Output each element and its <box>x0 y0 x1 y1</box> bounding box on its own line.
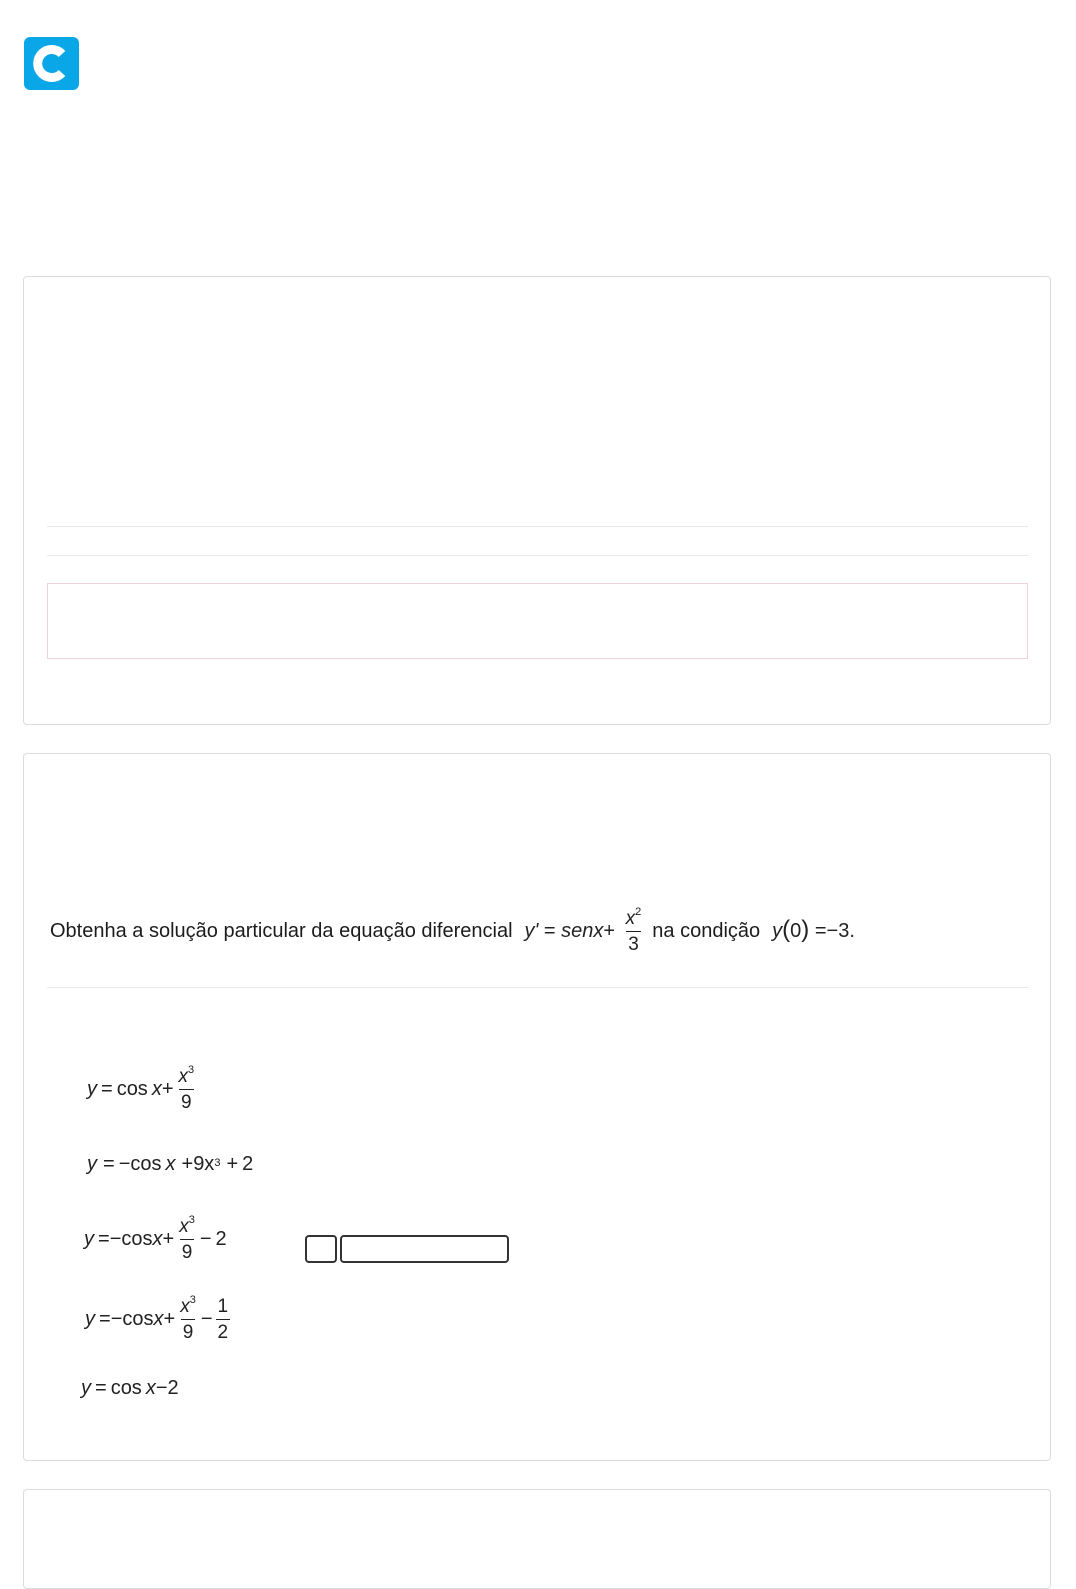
question-equation: y' = senx+ $\frac{x^2}{3}$ <box>524 905 642 955</box>
answer-option-b[interactable]: y = − cos x + 9x $^3$ + 2 <box>87 1153 254 1175</box>
answer-marker-box <box>305 1235 337 1263</box>
answer-option-e[interactable]: y = cos x − 2 <box>81 1377 179 1399</box>
divider <box>47 526 1028 527</box>
question-intro-text: Obtenha a solução particular da equação diferencial <box>50 919 513 942</box>
answer-highlight-box <box>340 1235 509 1263</box>
answer-option-d[interactable]: y = − cos x + $\frac{x^3}{9}$ − $\frac{1}{2}$ <box>85 1294 229 1343</box>
answer-options <box>24 754 1050 1460</box>
divider <box>47 555 1028 556</box>
answer-option-a[interactable]: y = cos x + $\frac{x^3}{9}$ <box>87 1064 195 1113</box>
answer-option-c[interactable]: y = − cos x + $\frac{x^3}{9}$ − 2 <box>84 1214 227 1263</box>
logo-c-icon <box>24 37 79 90</box>
question-condition-text: na condição <box>652 919 761 942</box>
feedback-box <box>47 583 1028 659</box>
question-card <box>23 753 1051 1461</box>
question-card-next <box>23 1489 1051 1589</box>
question-initial-condition: y(0) =−3. <box>772 916 855 943</box>
question-card-previous <box>23 276 1051 725</box>
